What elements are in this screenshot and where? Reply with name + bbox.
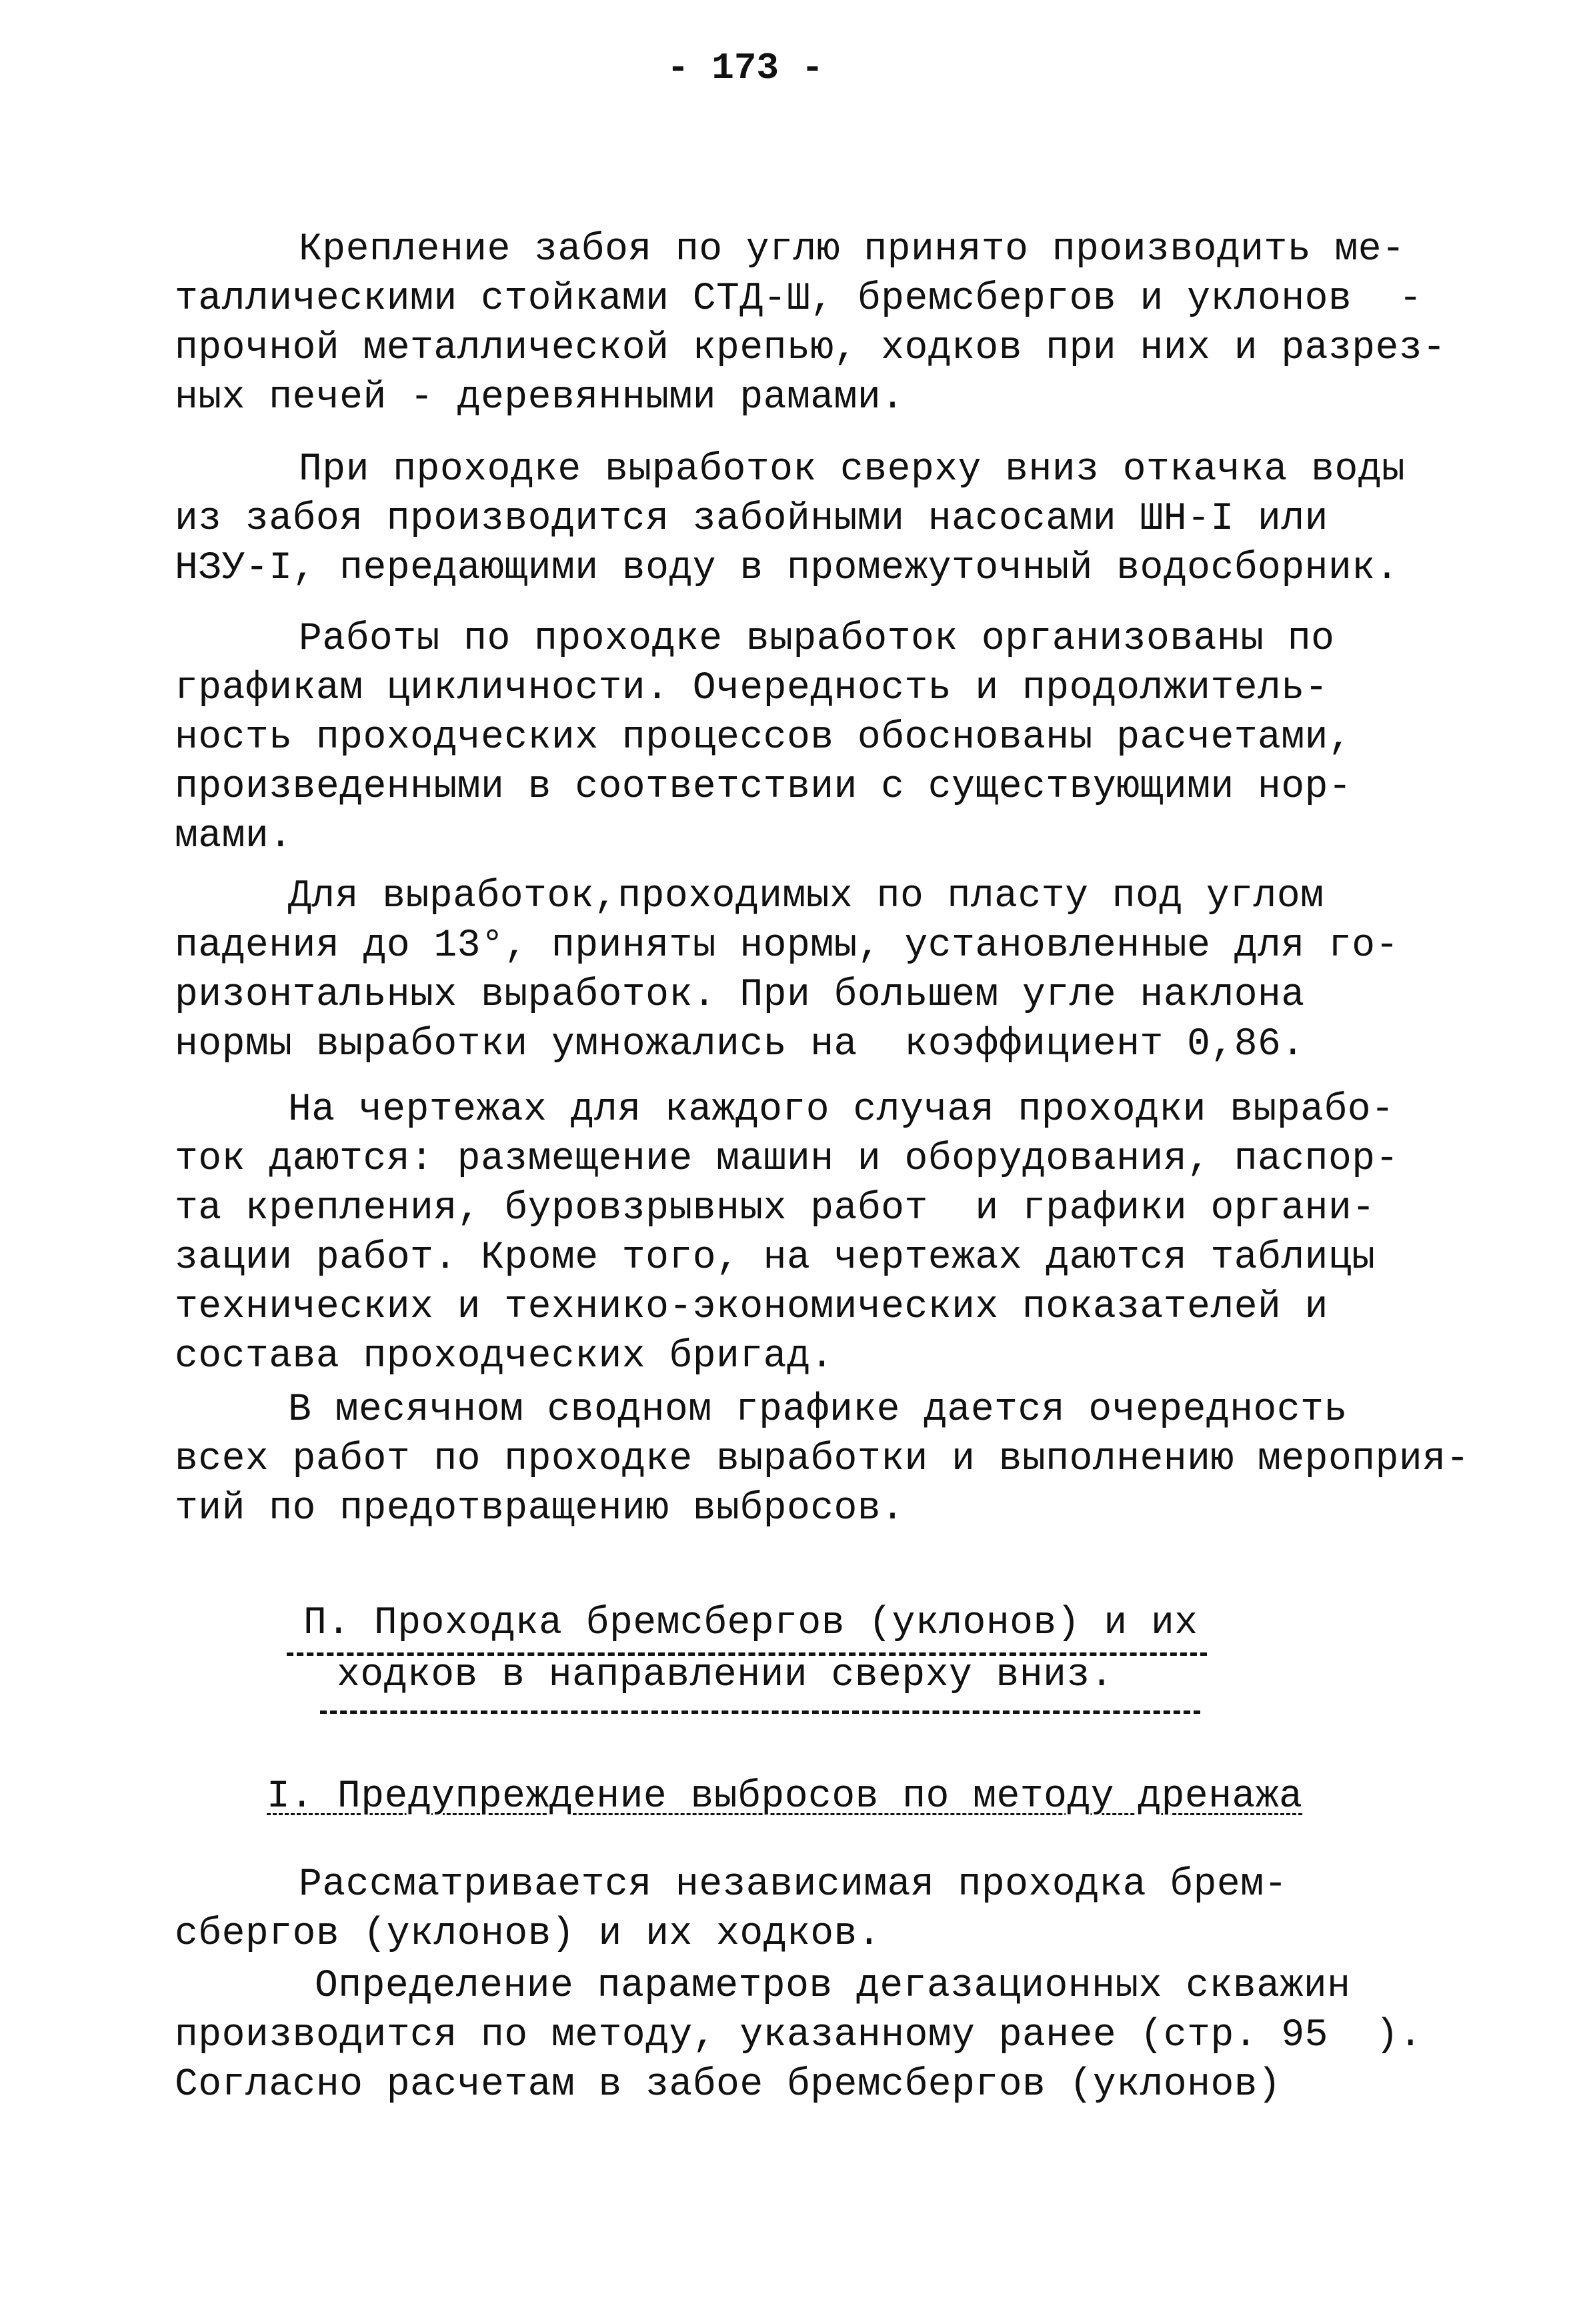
paragraph-line: технических и технико-экономических показателей и	[175, 1286, 1328, 1329]
paragraph-line: При проходке выработок сверху вниз откачка воды	[299, 448, 1406, 491]
paragraph-line: сбергов (уклонов) и их ходков.	[175, 1913, 882, 1956]
paragraph-line: мами.	[175, 815, 293, 858]
paragraph-line: На чертежах для каждого случая проходки вырабо-	[288, 1088, 1395, 1132]
paragraph-line: из забоя производится забойными насосами ШН-I или	[175, 497, 1328, 541]
paragraph-line: ток даются: размещение машин и оборудования, паспор-	[175, 1138, 1399, 1181]
paragraph-line: производится по методу, указанному ранее (стр. 95 ).	[175, 2014, 1423, 2057]
paragraph-line: Рассматривается независимая проходка брем-	[299, 1863, 1288, 1907]
paragraph-line: прочной металлической крепью, ходков при них и разрез-	[175, 327, 1446, 370]
page-number: - 173 -	[667, 47, 824, 89]
paragraph-line: ризонтальных выработок. При большем угле наклона	[175, 974, 1305, 1017]
paragraph-line: таллическими стойками СТД-Ш, бремсбергов и уклонов -	[175, 277, 1423, 321]
paragraph-line: графикам цикличности. Очередность и продолжитель-	[175, 667, 1328, 710]
paragraph-line: состава проходческих бригад.	[175, 1335, 834, 1378]
section-heading-line-1: П. Проходка бремсбергов (уклонов) и их	[303, 1602, 1198, 1645]
paragraph-line: произведенными в соответствии с существующими нор-	[175, 766, 1352, 809]
subsection-heading: I. Предупреждение выбросов по методу дренажа	[267, 1775, 1303, 1819]
paragraph-line: ность проходческих процессов обоснованы расчетами,	[175, 716, 1352, 760]
paragraph-line: Работы по проходке выработок организованы по	[299, 618, 1335, 661]
paragraph-line: тий по предотвращению выбросов.	[175, 1487, 905, 1530]
paragraph-line: Определение параметров дегазационных скважин	[315, 1965, 1351, 2008]
paragraph-line: та крепления, буровзрывных работ и графики органи-	[175, 1187, 1376, 1230]
section-heading-line-2: ходков в направлении сверху вниз.	[337, 1654, 1114, 1697]
paragraph-line: Крепление забоя по углю принято производить ме-	[299, 228, 1406, 271]
paragraph-line: В месячном сводном графике дается очередность	[288, 1388, 1348, 1432]
paragraph-line: падения до 13°, приняты нормы, установленные для го-	[175, 924, 1399, 968]
paragraph-line: зации работ. Кроме того, на чертежах даются таблицы	[175, 1236, 1376, 1280]
paragraph-line: ных печей - деревянными рамами.	[175, 376, 905, 419]
paragraph-line: Для выработок,проходимых по пласту под углом	[288, 875, 1324, 918]
paragraph-line: всех работ по проходке выработки и выполнению мероприя-	[175, 1438, 1470, 1481]
paragraph-line: нормы выработки умножались на коэффициент 0,86.	[175, 1023, 1305, 1066]
paragraph-line: Согласно расчетам в забое бремсбергов (уклонов)	[175, 2063, 1282, 2107]
paragraph-line: НЗУ-I, передающими воду в промежуточный водосборник.	[175, 547, 1399, 590]
section-heading-rule	[320, 1710, 1200, 1714]
